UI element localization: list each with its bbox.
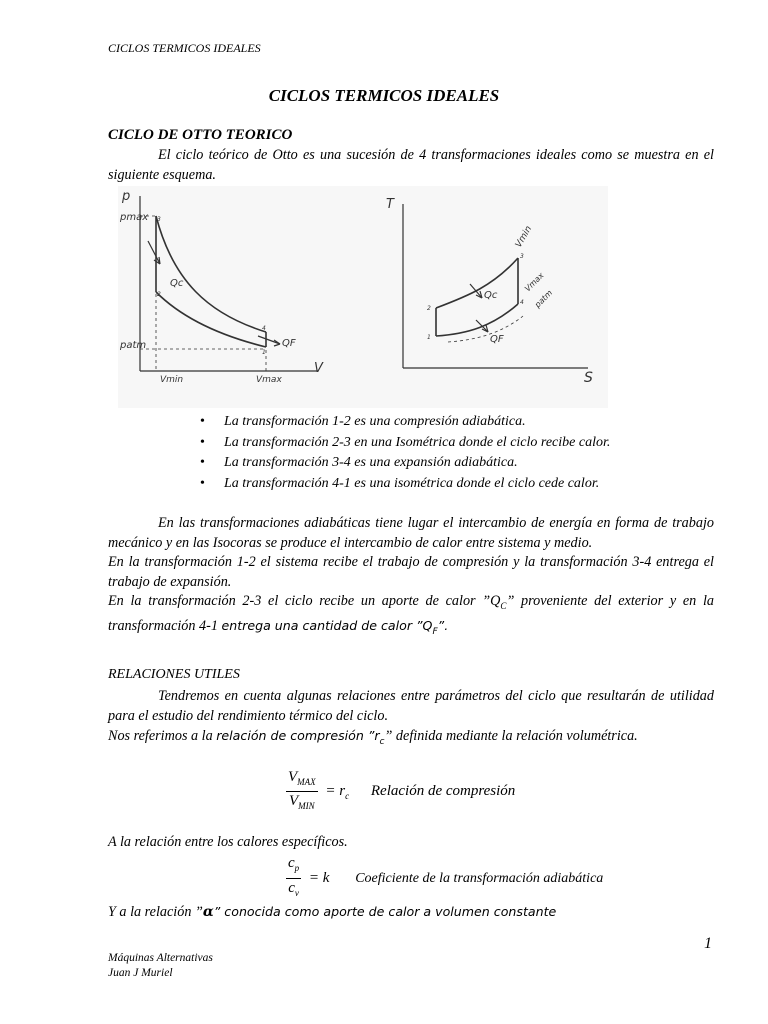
heat-text-d: ”. xyxy=(437,618,449,634)
ts-point-2: 2 xyxy=(427,305,431,312)
ts-t-label: T xyxy=(386,197,394,212)
cp-subscript: p xyxy=(294,863,300,873)
ts-point-4: 4 xyxy=(520,299,524,306)
equation-compression-ratio xyxy=(286,768,515,815)
heat-text-c: entrega una cantidad de calor ”Q xyxy=(221,618,433,634)
equation-adiabatic-coefficient xyxy=(286,854,603,903)
pv-point-1: 1 xyxy=(262,349,266,356)
fraction-vmax-vmin xyxy=(286,768,318,815)
pv-pmax-label: pmax xyxy=(120,212,149,223)
fraction-numerator xyxy=(286,854,301,879)
ts-qf-label: QF xyxy=(490,334,504,345)
document-title: CICLOS TERMICOS IDEALES xyxy=(268,86,500,105)
fraction-numerator xyxy=(286,768,318,792)
compression-ratio-label: Relación de compresión xyxy=(370,783,516,799)
pv-patm-label: patm xyxy=(120,340,147,351)
footer xyxy=(108,951,213,981)
compression-ratio-paragraph xyxy=(108,726,714,752)
footer-author: Juan J Muriel xyxy=(108,967,173,979)
rc-text-a: Nos referimos a la xyxy=(108,728,217,744)
fraction-cp-cv xyxy=(286,854,301,903)
section-heading-relaciones: RELACIONES UTILES xyxy=(108,667,240,682)
k-rhs: = k xyxy=(308,870,330,886)
heat-text-a: En la transformación 2-3 el ciclo recibe un aporte de calor ”Q xyxy=(108,593,501,609)
fraction-denominator xyxy=(286,879,301,903)
footer-course: Máquinas Alternativas xyxy=(108,952,213,964)
fraction-denominator xyxy=(286,792,318,815)
alpha-symbol: α xyxy=(202,904,214,920)
transformations-list xyxy=(200,412,610,494)
vmax-subscript: MAX xyxy=(297,777,316,787)
cv-subscript: v xyxy=(294,888,299,898)
figure-background xyxy=(118,186,608,408)
page-number: 1 xyxy=(704,935,712,952)
rc-text-b: relación de compresión ”r xyxy=(216,728,380,743)
list-item: • La transformación 4-1 es una isométrica donde el ciclo cede calor. xyxy=(200,474,610,495)
otto-intro-paragraph: El ciclo teórico de Otto es una sucesión de 4 transformaciones ideales como se muestra en el siguiente esquema. xyxy=(108,147,714,183)
pv-qc-label: Qc xyxy=(170,278,184,289)
pv-point-4: 4 xyxy=(262,325,266,332)
heat-paragraph xyxy=(108,592,714,643)
rc-symbol: = r xyxy=(325,782,346,799)
pv-point-3: 3 xyxy=(157,216,161,223)
section-heading-otto: CICLO DE OTTO TEORICO xyxy=(108,127,293,143)
ts-vmin-label: Vmin xyxy=(513,224,535,250)
cp-symbol: c xyxy=(288,855,295,871)
alpha-text-a: Y a la relación ” xyxy=(108,904,203,920)
alpha-paragraph xyxy=(108,902,714,923)
ts-s-label: S xyxy=(584,370,593,386)
rc-subscript: c xyxy=(379,736,385,747)
pv-vmin-label: Vmin xyxy=(160,375,184,385)
qf-subscript: F xyxy=(432,627,438,638)
alpha-text-b: ” conocida como aporte de calor a volumen constante xyxy=(213,904,557,919)
cv-symbol: c xyxy=(288,880,295,896)
rc-rhs xyxy=(325,783,349,799)
list-item: • La transformación 1-2 es una compresión adiabática. xyxy=(200,412,610,433)
list-item: • La transformación 2-3 en una Isométrica donde el ciclo recibe calor. xyxy=(200,433,610,454)
pv-p-label: p xyxy=(122,189,131,204)
vmax-symbol: V xyxy=(288,769,298,785)
pv-qf-label: QF xyxy=(282,338,296,349)
ts-point-3: 3 xyxy=(520,253,524,260)
list-item: • La transformación 3-4 es una expansión adiabática. xyxy=(200,453,610,474)
rc-text-c: ” definida mediante la relación volumétrica. xyxy=(384,728,638,744)
adiabatic-coefficient-label: Coeficiente de la transformación adiabática xyxy=(355,870,604,886)
rc-rhs-subscript: c xyxy=(345,790,350,801)
vmin-symbol: V xyxy=(289,793,299,809)
qc-subscript: C xyxy=(500,600,507,611)
pv-v-label: V xyxy=(314,361,323,376)
ts-point-1: 1 xyxy=(427,334,431,341)
ts-qc-label: Qc xyxy=(484,290,498,301)
pv-point-2: 2 xyxy=(157,291,161,298)
heat-text-b: ” proveniente del exterior y en la transformación 4-1 xyxy=(108,593,714,635)
adiabatic-paragraph: En las transformaciones adiabáticas tiene lugar el intercambio de energía en forma de trabajo mecánico y en las Isocoras se produce el intercambio de calor entre sistema y medio. xyxy=(108,515,714,551)
relaciones-intro-paragraph: Tendremos en cuenta algunas relaciones entre parámetros del ciclo que resultarán de utilidad para el estudio del rendimiento térmico del ciclo. xyxy=(108,688,714,724)
pv-vmax-label: Vmax xyxy=(256,375,282,385)
vmin-subscript: MIN xyxy=(298,801,315,811)
otto-cycle-diagrams xyxy=(118,186,608,408)
specific-heats-paragraph: A la relación entre los calores específicos. xyxy=(108,834,348,850)
running-head: CICLOS TERMICOS IDEALES xyxy=(108,41,261,55)
ts-vmax-label: Vmax xyxy=(523,270,546,294)
work-paragraph: En la transformación 1-2 el sistema recibe el trabajo de compresión y la transformación 3-4 entrega el trabajo de expansión. xyxy=(108,554,714,590)
ts-patm-label: patm xyxy=(533,288,555,310)
